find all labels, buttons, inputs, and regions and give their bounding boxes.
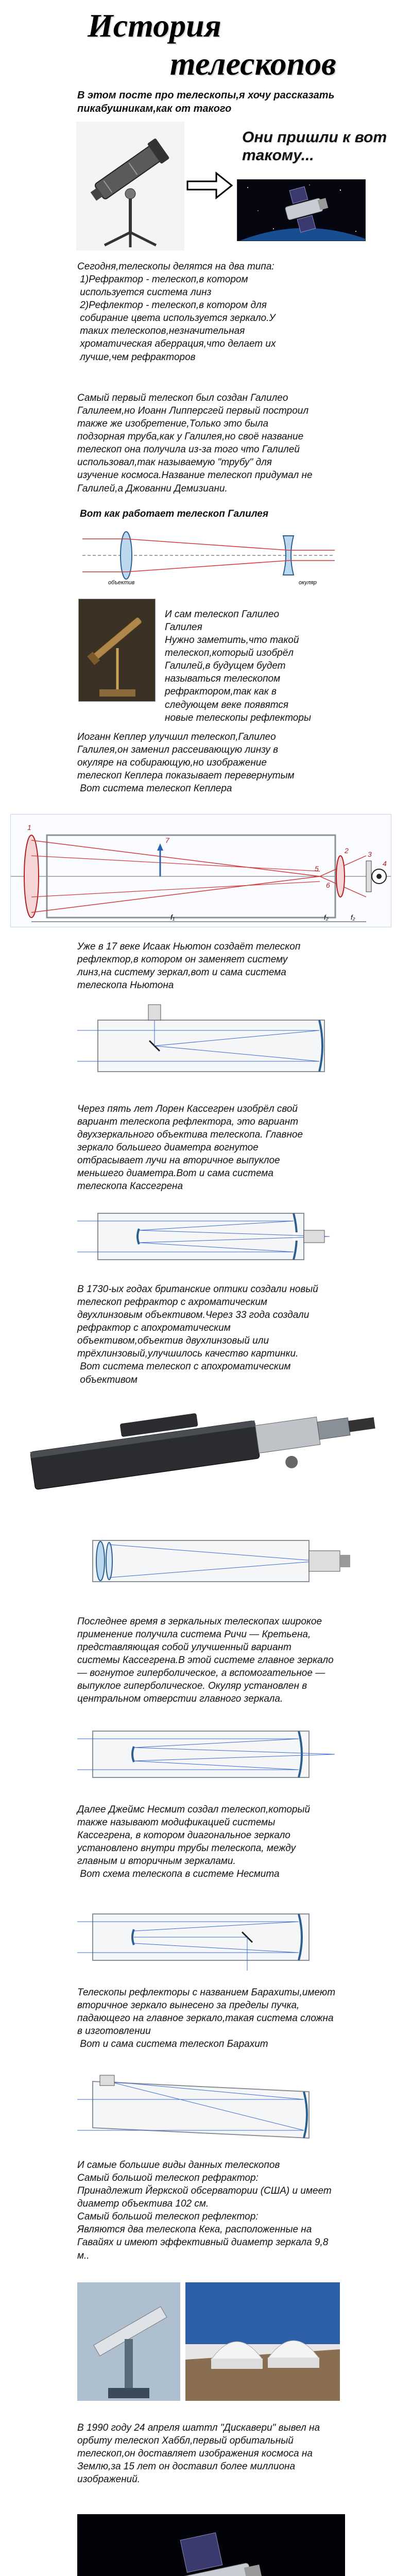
page-title-line2: телескопов <box>170 45 336 82</box>
kepler-diagram <box>10 814 391 927</box>
nasmyth-diagram <box>77 1901 345 1973</box>
old-telescope-image <box>76 122 184 250</box>
kepler-label-f2a: f₂ <box>324 913 329 921</box>
biggest-text: И самые большие виды данных телескопов Самый большой телескоп рефрактор: Принадлежит Йеркской обсерватории (США) и имеет диаметр объектива 102 см. Самый большой телескоп рефлектор: Являются два телескопа Кека, расположенные на Гавайях и имеют эффективный диаметр зеркала 9,8 м.. <box>77 2160 332 2261</box>
ritchey-diagram <box>77 1716 345 1793</box>
kepler-label-5: 5 <box>315 865 319 873</box>
apochromat-diagram <box>77 1520 355 1602</box>
ritchey-text: Последнее время в зеркальных телескопах широкое применение получила система Ричи — Кретьена, представляющая собой улучшенный вариант системы Кассегрена.В этой системе главное зеркало — вогнутое гиперболическое, а вспомогательное — выпуклое гиперболическое. Окуляр установлен в центральном отверстии главного зеркала. <box>77 1616 334 1705</box>
yerkes-telescope-photo <box>77 2282 180 2401</box>
galileo-self-text: И сам телескоп Галилео Галилея Нужно заметить,что такой телескоп,который изобрёл Галилей,в будущем будет называться телескопом рефрактором,так как в следующем веке появятся новые телескопы рефлекторы <box>165 609 311 723</box>
galileo-telescope-photo <box>78 599 156 702</box>
hubble-telescope-photo <box>77 2514 345 2576</box>
galileo-label-objective: объектив <box>108 580 135 586</box>
kepler-label-3: 3 <box>368 850 372 858</box>
cassegrain-diagram <box>77 1200 345 1273</box>
hubble-text: В 1990 году 24 апреля шаттл "Дискавери" вывел на орбиту телескоп Хаббл,первый орбитальный телескоп,он доставляет изображения космоса на Землю,за 15 лет он доставил более миллиона изображений. <box>77 2422 320 2485</box>
first-telescope-text: Самый первый телескоп был создан Галилео Галилеем,но Иоанн Липперсгей первый построил также же изобретение,Только это была подзорная труба,как у Галилея,но своё название телескоп она получила из-за того что Галилей использовал,так называемую "трубу" для изучение космоса.Название телескоп придумал не Галилей,а Джованни Демизиани. <box>77 393 313 494</box>
hubble-image <box>237 179 366 241</box>
keck-observatory-photo <box>185 2282 340 2401</box>
galileo-label-eyepiece: окуляр <box>299 580 317 586</box>
bubble-text: Они пришли к вот такому... <box>242 129 387 164</box>
newton-text: Уже в 17 веке Исаак Ньютон создаёт телескоп рефлектор,в котором он заменяет систему линз,на систему зеркал,вот и сама система телескопа Ньютона <box>77 941 301 991</box>
barakhit-diagram <box>77 2071 345 2148</box>
arrow-icon <box>186 170 233 201</box>
kepler-text: Иоганн Кеплер улучшил телескоп,Галилео Галилея,он заменил рассеивающую линзу в окуляре на собирающую,но изображение телескоп Кеплера показывает перевернутым Вот система телескоп Кеплера <box>77 732 295 794</box>
page-title-line1: История <box>88 7 221 44</box>
kepler-label-f2b: f₂ <box>351 913 355 921</box>
kepler-label-7: 7 <box>165 836 169 844</box>
types-text: Сегодня,телескопы делятся на два типа: 1)Рефрактор - телескоп,в котором используется система линз 2)Рефлектор - телескоп,в котором для собирание цвета используется зеркало.У таких телескопов,незначительная хроматическая аберрация,что делает их лучше,чем рефракторов <box>77 261 276 363</box>
intro-text: В этом посте про телескопы,я хочу рассказать пикабушникам,как от такого <box>77 90 335 115</box>
cassegrain-text: Через пять лет Лорен Кассегрен изобрёл свой вариант телескопа рефлектора, это вариант двухзеркального объектива телескопа. Главное зеркало большего диаметра вогнутое отбрасывает лучи на вторичное выпуклое меньшего диаметра.Вот и сама система телескопа Кассегрена <box>77 1104 303 1192</box>
kepler-label-4: 4 <box>383 859 387 868</box>
apochromat-text: В 1730-ых годах британские оптики создали новый телескоп рефрактор с ахроматическим двухлинзовым объективом.Через 33 года создали рефрактор с апохроматическим объективом,объектив двухлинзовый или трёхлинзовый,улучшилось качество картинки. Вот система телескоп с апохроматическим объективом <box>77 1284 318 1385</box>
newton-diagram <box>77 999 345 1087</box>
galileo-caption: Вот как работает телескоп Галилея <box>80 509 269 519</box>
kepler-label-1: 1 <box>27 823 31 832</box>
kepler-label-2: 2 <box>345 846 349 855</box>
kepler-label-f1: f₁ <box>170 913 175 921</box>
barakhit-text: Телескопы рефлекторы с названием Барахиты,имеют вторичное зеркало вынесено за пределы пучка, падающего на главное зеркало,такая система сложна в изготовлении Вот и сама система телескоп Барахит <box>77 1987 336 2050</box>
apochromat-telescope-image <box>21 1391 397 1499</box>
nasmyth-text: Далее Джеймс Несмит создал телескоп,который также называют модификацией системы Кассегрена, в котором диагональное зеркало установлено внутри трубы телескопа, между главным и вторичным зеркалами. Вот схема телескопа в системе Несмита <box>77 1804 311 1880</box>
kepler-label-6: 6 <box>326 881 330 889</box>
galileo-diagram <box>77 524 340 586</box>
